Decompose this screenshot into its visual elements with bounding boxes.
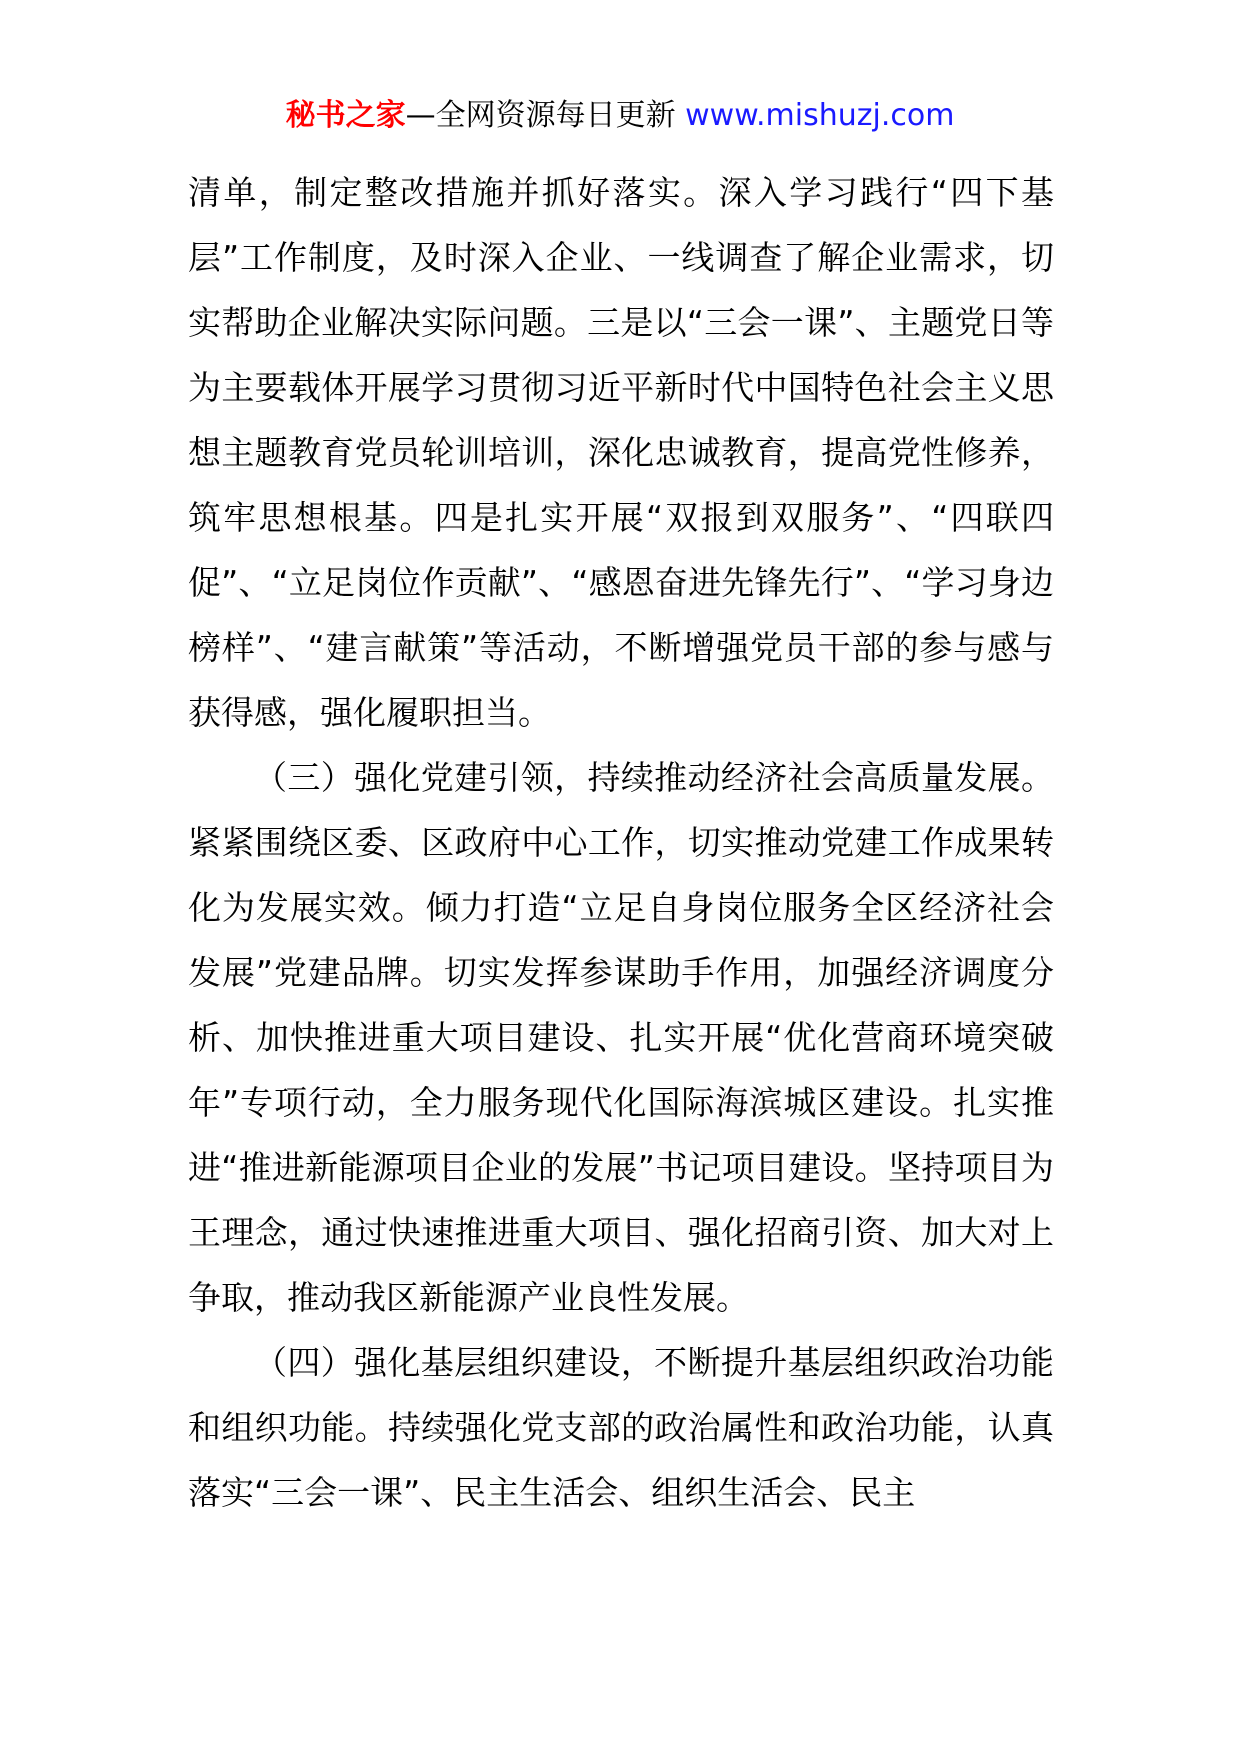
paragraph-continuation: 清单，制定整改措施并抓好落实。深入学习践行“四下基层”工作制度，及时深入企业、一线调查了解企业需求，切实帮助企业解决实际问题。三是以“三会一课”、主题党日等为主要载体开展学习贯彻习近平新时代中国特色社会主义思想主题教育党员轮训培训，深化忠诚教育，提高党性修养，筑牢思想根基。四是扎实开展“双报到双服务”、“四联四促”、“立足岗位作贡献”、“感恩奋进先锋先行”、“学习身边榜样”、“建言献策”等活动，不断增强党员干部的参与感与获得感，强化履职担当。	[188, 173, 1054, 732]
brand-name: 秘书之家	[285, 98, 406, 133]
site-url[interactable]: www.mishuzj.com	[685, 98, 955, 133]
paragraph-section-three: （三）强化党建引领，持续推动经济社会高质量发展。紧紧围绕区委、区政府中心工作，切实推动党建工作成果转化为发展实效。倾力打造“立足自身岗位服务全区经济社会发展”党建品牌。切实发挥参谋助手作用，加强经济调度分析、加快推进重大项目建设、扎实开展“优化营商环境突破年”专项行动，全力服务现代化国际海滨城区建设。扎实推进“推进新能源项目企业的发展”书记项目建设。坚持项目为王理念，通过快速推进重大项目、强化招商引资、加大对上争取，推动我区新能源产业良性发展。	[188, 758, 1054, 1317]
site-header	[0, 96, 1240, 136]
paragraph-section-four: （四）强化基层组织建设，不断提升基层组织政治功能和组织功能。持续强化党支部的政治属性和政治功能，认真落实“三会一课”、民主生活会、组织生活会、民主	[188, 1343, 1054, 1512]
document-body	[188, 160, 1054, 1525]
header-slogan: —全网资源每日更新	[405, 98, 686, 133]
